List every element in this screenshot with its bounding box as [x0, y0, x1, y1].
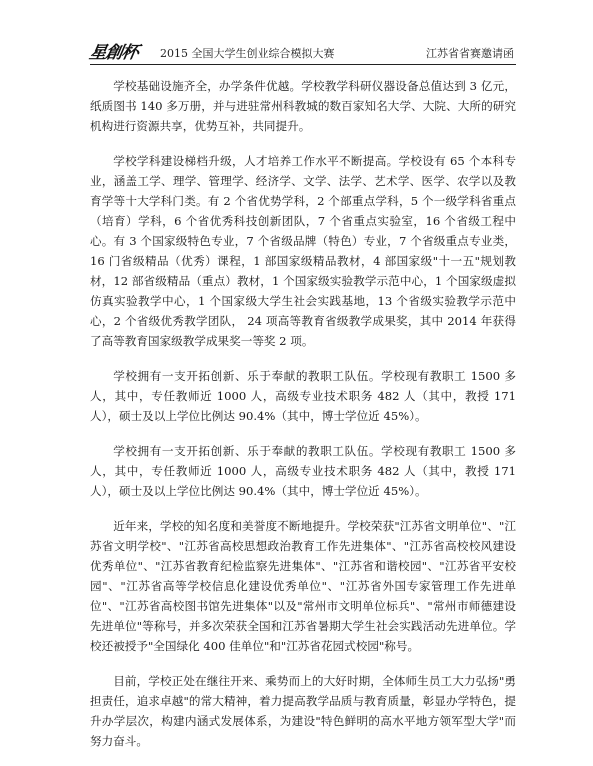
paragraph-outlook: 目前，学校正处在继往开来、乘势而上的大好时期，全体师生员工大力弘扬"勇担责任，追求卓越"的常大精神，着力提高教学品质与教育质量，彰显办学特色，提升办学层次，构建内涵式发展体系，为建设"特色鲜明的高水平地方领军型大学"而努力奋斗。 [90, 674, 516, 748]
paragraph-honors: 近年来，学校的知名度和美誉度不断地提升。学校荣获"江苏省文明单位"、"江苏省文明学校"、"江苏省高校思想政治教育工作先进集体"、"江苏省高校校风建设优秀单位"、"江苏省教育纪检监察先进集体"、"江苏省和谐校园"、"江苏省平安校园"、"江苏省高等学校信息化建设优秀单位"、"江苏省外国专家管理工作先进单位"、"江苏省高校图书馆先进集体"以及"常州市文明单位标兵"、"常州市师德建设先进单位"等称号，并多次荣获全国和江苏省暑期大学生社会实践活动先进单位。学校还被授予"全国绿化 400 佳单位"和"江苏省花园式校园"称号。 [90, 519, 516, 653]
page-header [87, 38, 516, 65]
paragraph-faculty: 学校拥有一支开拓创新、乐于奉献的教职工队伍。学校现有教职工 1500 多人，其中，专任教师近 1000 人，高级专业技术职务 482 人（其中，教授 171 人），硕士及以上学位比例达 90.4%（其中，博士学位近 45%）。 [90, 369, 516, 423]
paragraph-disciplines: 学校学科建设梯档升级，人才培养工作水平不断提高。学校设有 65 个本科专业，涵盖工学、理学、管理学、经济学、文学、法学、艺术学、医学、农学以及教育学等十大学科门类。有 2 个省优势学科，2 个部重点学科，5 个一级学科省重点（培育）学科，6 个省优秀科技创新团队，7 个省重点实验室，16 个省级工程中心。有 3 个国家级特色专业，7 个省级品牌（特色）专业，7 个省级重点专业类，16 门省级精品（优秀）课程，1 部国家级精品教材，4 部国家级"十一五"规划教材，12 部省级精品（重点）教材，1 个国家级实验教学示范中心，1 个国家级虚拟仿真实验教学中心，1 个国家级大学生社会实践基地，13 个省级实验教学示范中心，2 个省级优秀教学团队， 24 项高等教育省级教学成果奖，其中 2014 年获得了高等教育国家级教学成果奖一等奖 2 项。 [90, 154, 516, 348]
paragraph-facilities: 学校基础设施齐全，办学条件优越。学校教学科研仪器设备总值达到 3 亿元，纸质图书 140 多万册，并与进驻常州科教城的数百家知名大学、大院、大所的研究机构进行资源共享，优势互补，共同提升。 [90, 79, 516, 133]
document-body [90, 76, 516, 766]
competition-logo: 星創杯 [87, 43, 140, 63]
paragraph-faculty-repeat: 学校拥有一支开拓创新、乐于奉献的教职工队伍。学校现有教职工 1500 多人，其中，专任教师近 1000 人，高级专业技术职务 482 人（其中，教授 171 人），硕士及以上学位比例达 90.4%（其中，博士学位近 45%）。 [90, 444, 516, 498]
header-document-label: 江苏省省赛邀请函 [426, 47, 514, 60]
header-title: 2015 全国大学生创业综合模拟大赛 [160, 47, 335, 60]
